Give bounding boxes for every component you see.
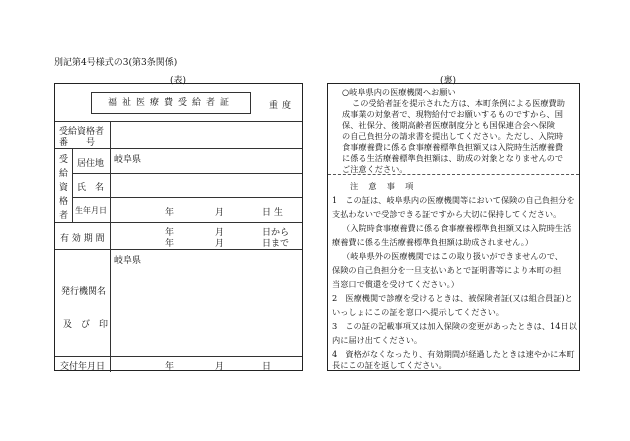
birth-year: 年 <box>165 208 175 218</box>
notes-line: 1 この証は、岐阜県内の医療機関等において保険の自己負担分を <box>332 195 575 205</box>
issue-date-label: 交付年月日 <box>60 362 106 372</box>
notice-line: の自己負担分の請求書を提出してください。ただし、入院時 <box>342 131 564 141</box>
back-side-label: (裏) <box>440 76 457 86</box>
issue-month: 月 <box>215 362 225 372</box>
rule <box>72 148 73 222</box>
issuer-label: 発行機関名 <box>61 287 107 297</box>
notes-line: 2 医療機関で診療を受けるときは、被保険者証(又は組合員証)と <box>332 293 573 303</box>
recipient-char: 格 <box>59 197 69 207</box>
issuer-value: 岐阜県 <box>114 256 142 266</box>
rule <box>55 148 302 149</box>
qualifier-number-label-1: 受給資格者 <box>59 127 105 137</box>
front-side-label: (表) <box>170 76 187 86</box>
notes-line: 4 資格がなくなったり、有効期間が経過したときは速やかに本町 <box>332 349 575 359</box>
form-heading: 別記第4号様式の3(第3条関係) <box>54 58 178 68</box>
rule <box>72 197 302 198</box>
rule <box>55 222 302 223</box>
validity-to-month: 月 <box>215 239 225 249</box>
recipient-char: 資 <box>59 183 69 193</box>
notes-line: （岐阜県外の医療機関ではこの取り扱いができませんので、 <box>342 251 563 261</box>
rule <box>72 173 302 174</box>
notice-line: 成事業の対象者で、現物給付でお願いするものですから、国 <box>342 109 563 119</box>
recipient-char: 給 <box>59 169 69 179</box>
notes-line: いっしょにこの証を窓口へ提示してください。 <box>332 307 504 317</box>
notes-line: 保険の自己負担分を一旦支払いあとで証明書等により本町の担 <box>332 265 562 275</box>
notice-line: この受給者証を提示された方は、本町条例による医療費助 <box>352 98 565 108</box>
notes-line: 支払わないで受診できる証ですから大切に保持してください。 <box>332 209 562 219</box>
rule <box>110 121 111 222</box>
notes-line: （入院時食事療養費に係る食事療養標準負担額又は入院時生活 <box>342 223 572 233</box>
front-card <box>54 83 303 371</box>
birth-day: 日 生 <box>262 208 283 218</box>
card-category: 重度 <box>269 101 296 111</box>
dashed-divider <box>328 174 579 175</box>
notice-line: 保、社保分、後期高齢者医療制度分とも国保連合会へ保険 <box>342 120 555 130</box>
validity-label: 有 効 期 間 <box>60 234 105 244</box>
validity-from-year: 年 <box>165 228 175 238</box>
notes-line: 3 この証の記載事項又は加入保険の変更があったときは、14日以 <box>332 321 577 331</box>
recipient-char: 受 <box>59 155 69 165</box>
notice-title: ○岐阜県内の医療機関へお願い <box>342 87 456 97</box>
rule <box>55 121 302 122</box>
rule <box>55 356 302 357</box>
notes-line: 内に届け出てください。 <box>332 335 423 345</box>
validity-to-year: 年 <box>165 239 175 249</box>
notes-line: 療養費に係る生活療養標準負担額は助成されません。） <box>332 237 534 247</box>
address-value: 岐阜県 <box>114 155 142 165</box>
name-label: 氏 名 <box>77 183 105 193</box>
birth-month: 月 <box>215 208 225 218</box>
issue-day: 日 <box>262 362 272 372</box>
validity-from-day: 日から <box>262 228 290 238</box>
validity-to-day: 日まで <box>262 239 290 249</box>
notice-line: ご注意ください。 <box>342 164 408 174</box>
address-label: 居住地 <box>77 159 105 169</box>
notice-line: 食事療養費に係る食事療養標準負担額又は入院時生活療養費 <box>342 142 564 152</box>
recipient-char: 者 <box>59 211 69 221</box>
qualifier-number-label-2: 番 号 <box>59 138 96 148</box>
card-title: 福祉医療費受給者証 <box>91 92 251 114</box>
birth-label: 生年月日 <box>75 206 107 215</box>
notes-line: 当窓口で償還を受けてください。） <box>332 279 459 289</box>
notice-line: に係る生活療養標準負担額は、助成の対象となりませんので <box>342 153 564 163</box>
validity-from-month: 月 <box>215 228 225 238</box>
rule <box>55 249 302 250</box>
back-card <box>327 83 580 371</box>
notes-line: 長にこの証を返してください。 <box>332 360 447 370</box>
issue-year: 年 <box>165 362 175 372</box>
notes-title: 注 意 事 項 <box>350 181 415 191</box>
rule <box>110 222 111 372</box>
seal-label: 及 び 印 <box>63 320 109 330</box>
